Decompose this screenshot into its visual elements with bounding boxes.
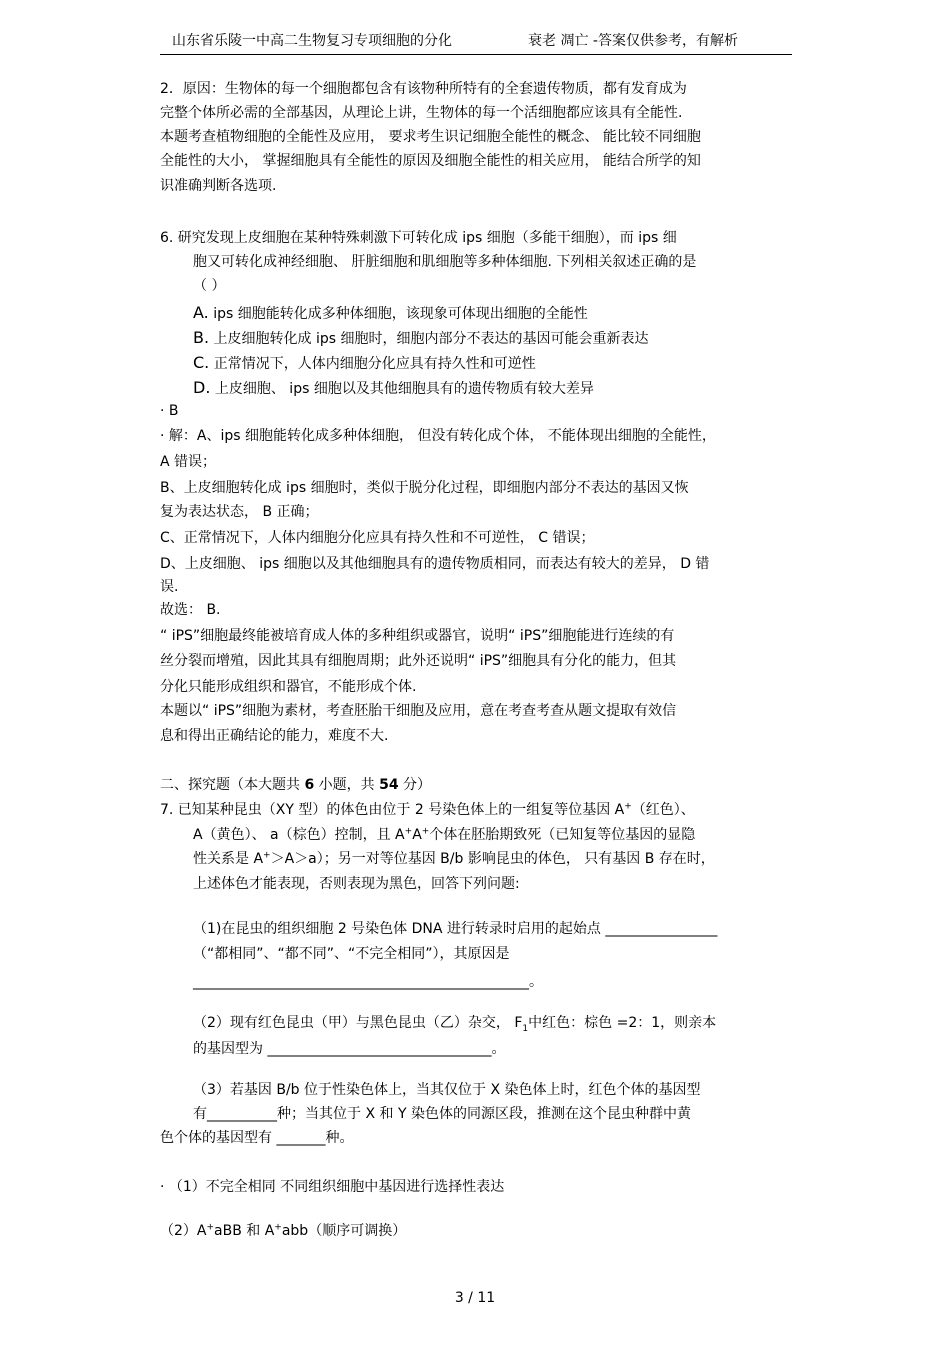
question-7-line-4: 上述体色才能表现，否则表现为黑色，回答下列问题: <box>193 876 520 892</box>
section-2-heading <box>160 776 431 794</box>
option-letter: A. <box>193 303 209 322</box>
subscript: 1 <box>522 1023 529 1034</box>
option-text: 上皮细胞转化成 ips 细胞时，细胞内部分不表达的基因可能会重新表达 <box>209 331 649 347</box>
superscript: + <box>404 826 413 837</box>
option-letter: B. <box>193 328 210 347</box>
subquestion-1-line-1: （1)在昆虫的组织细胞 2 号染色体 DNA 进行转录时启用的起始点 ________________ <box>193 921 718 937</box>
text-line: 全能性的大小， 掌握细胞具有全能性的原因及细胞全能性的相关应用， 能结合所学的知 <box>160 153 701 169</box>
option-text: ips 细胞能转化成多种体细胞，该现象可体现出细胞的全能性 <box>208 306 588 322</box>
subquestion-1-line-3: ________________________________________________。 <box>193 974 543 990</box>
text-line: 本题考查植物细胞的全能性及应用， 要求考生识记细胞全能性的概念、 能比较不同细胞 <box>160 129 701 145</box>
section-2-suffix: 分） <box>398 777 432 793</box>
superscript: + <box>624 801 632 812</box>
text-line: · 解：A、ips 细胞能转化成多种体细胞， 但没有转化成个体， 不能体现出细胞的全能性， <box>160 428 716 444</box>
section-2-mid: 小题，共 <box>314 777 380 793</box>
option-a <box>193 304 588 323</box>
option-d <box>193 379 594 398</box>
subquestion-1-line-2: （“都相同”、“都不同”、“不完全相同”），其原因是 <box>193 946 510 962</box>
text-line: 故选： B. <box>160 602 221 618</box>
text-line: （ ） <box>193 278 226 294</box>
section-2-count: 6 <box>304 777 315 793</box>
superscript: + <box>206 1222 215 1233</box>
text-line: A 错误； <box>160 454 217 470</box>
text-line: D、上皮细胞、 ips 细胞以及其他细胞具有的遗传物质相同，而表达有较大的差异， D 错 <box>160 556 710 572</box>
answer-text: aBB 和 A <box>214 1223 275 1239</box>
text-line: 本题以“ iPS”细胞为素材，考查胚胎干细胞及应用，意在考查考查从题文提取有效信 <box>160 703 677 719</box>
subquestion-2-line-1 <box>193 1014 716 1032</box>
header-title: 山东省乐陵一中高二生物复习专项细胞的分化 <box>172 33 452 49</box>
option-b <box>193 329 648 348</box>
superscript: + <box>263 850 271 861</box>
text-line: 识准确判断各选项. <box>160 178 277 194</box>
section-2-prefix: 二、探究题（本大题共 <box>160 777 305 793</box>
option-text: 上皮细胞、 ips 细胞以及其他细胞具有的遗传物质有较大差异 <box>210 381 594 397</box>
q7-text: 性关系是 A <box>193 851 264 867</box>
subquestion-3-line-1: （3）若基因 B/b 位于性染色体上，当其仅位于 X 染色体上时，红色个体的基因型 <box>193 1082 701 1098</box>
text-line: C、正常情况下，人体内细胞分化应具有持久性和不可逆性， C 错误； <box>160 530 595 546</box>
page-number: 3 / 11 <box>454 1290 496 1306</box>
subquestion-2-line-2: 的基因型为 ________________________________。 <box>193 1041 506 1057</box>
text-line: 息和得出正确结论的能力，难度不大. <box>160 728 389 744</box>
text-line: 胞又可转化成神经细胞、 肝脏细胞和肌细胞等多种体细胞. 下列相关叙述正确的是 <box>193 254 697 270</box>
q7-text: （红色）、 <box>631 802 695 818</box>
sub2-text: 中红色：棕色 =2：1，则亲本 <box>528 1015 717 1031</box>
text-line: “ iPS”细胞最终能被培育成人体的多种组织或器官，说明“ iPS”细胞能进行连续的有 <box>160 628 675 644</box>
text-line: B、上皮细胞转化成 ips 细胞时，类似于脱分化过程，即细胞内部分不表达的基因又恢 <box>160 480 689 496</box>
sub2-text: （2）现有红色昆虫（甲）与黑色昆虫（乙）杂交， F <box>193 1015 523 1031</box>
question-7-line-3 <box>193 850 715 868</box>
text-line: · B <box>160 403 179 419</box>
header-subtitle: 衰老 凋亡 -答案仅供参考，有解析 <box>528 33 738 49</box>
text-line: 6. 研究发现上皮细胞在某种特殊刺激下可转化成 ips 细胞（多能干细胞），而 ips 细 <box>160 230 677 246</box>
text-line: 完整个体所必需的全部基因，从理论上讲，生物体的每一个活细胞都应该具有全能性. <box>160 105 683 121</box>
text-line: 丝分裂而增殖，因此其具有细胞周期；此外还说明“ iPS”细胞具有分化的能力，但其 <box>160 653 677 669</box>
option-text: 正常情况下，人体内细胞分化应具有持久性和可逆性 <box>209 356 536 372</box>
q7-text: 个体在胚胎期致死（已知复等位基因的显隐 <box>429 827 696 843</box>
q7-text: A <box>412 827 422 843</box>
subquestion-3-line-2: 有__________种；当其位于 X 和 Y 染色体的同源区段，推测在这个昆虫种群中黄 <box>193 1106 691 1122</box>
text-line: · （1）不完全相同 不同组织细胞中基因进行选择性表达 <box>160 1179 505 1195</box>
question-7-line-1 <box>160 801 695 819</box>
answer-2 <box>160 1222 406 1240</box>
text-line: 分化只能形成组织和器官，不能形成个体. <box>160 679 417 695</box>
section-2-points: 54 <box>379 777 399 793</box>
question-7-line-2 <box>193 826 695 844</box>
option-letter: D. <box>193 378 211 397</box>
header-rule <box>160 54 792 55</box>
text-line: 2．原因：生物体的每一个细胞都包含有该物种所特有的全套遗传物质，都有发育成为 <box>160 81 687 97</box>
text-line: 色个体的基因型有 _______种。 <box>160 1130 354 1146</box>
answer-text: abb（顺序可调换） <box>281 1223 407 1239</box>
answer-text: （2）A <box>160 1223 207 1239</box>
superscript: + <box>421 826 430 837</box>
option-letter: C. <box>193 353 210 372</box>
option-c <box>193 354 536 373</box>
q7-text: 7. 已知某种昆虫（XY 型）的体色由位于 2 号染色体上的一组复等位基因 A <box>160 802 625 818</box>
superscript: + <box>274 1222 282 1233</box>
q7-text: ＞A＞a）；另一对等位基因 B/b 影响昆虫的体色， 只有基因 B 存在时， <box>270 851 715 867</box>
text-line: 复为表达状态， B 正确； <box>160 504 319 520</box>
text-line: 误. <box>160 579 179 595</box>
q7-text: A（黄色）、 a（棕色）控制，且 A <box>193 827 405 843</box>
